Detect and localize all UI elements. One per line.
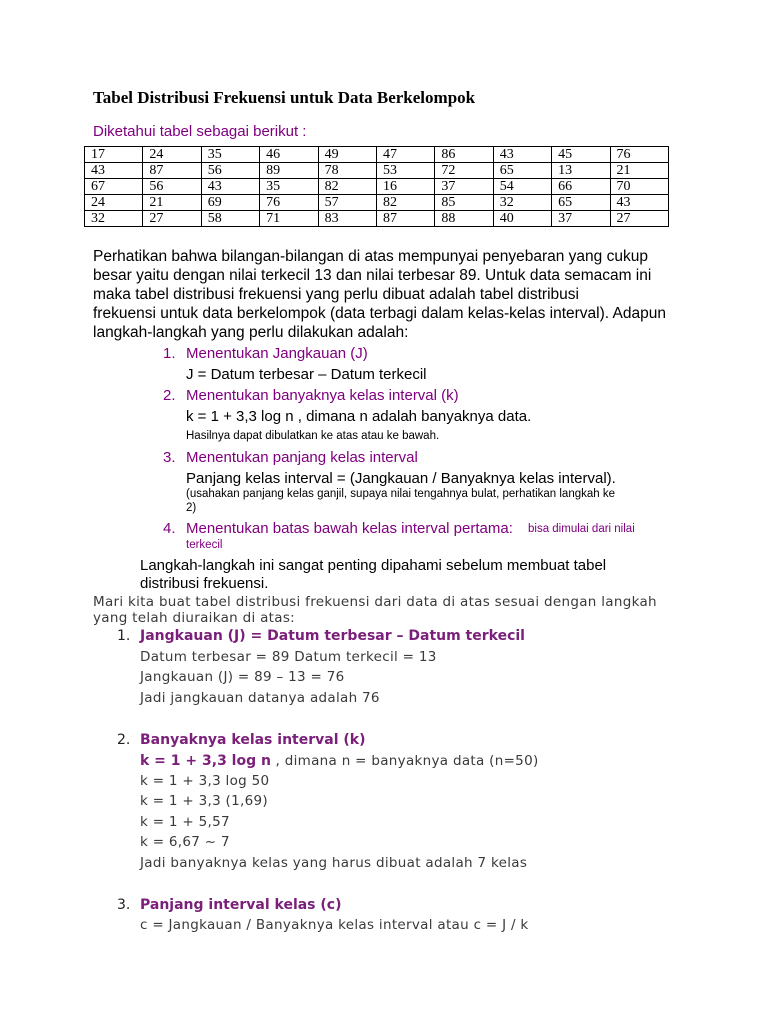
step-1-number: 1. (163, 345, 176, 362)
step-3-number: 3. (163, 449, 176, 466)
table-cell: 24 (85, 195, 143, 211)
table-cell: 57 (318, 195, 376, 211)
table-cell: 82 (376, 195, 434, 211)
table-cell: 87 (376, 211, 434, 227)
calc-1-line: Jadi jangkauan datanya adalah 76 (140, 690, 380, 706)
step-3-heading: Menentukan panjang kelas interval (186, 449, 418, 466)
table-cell: 21 (143, 195, 201, 211)
table-cell: 88 (435, 211, 493, 227)
step-3-note-continued: 2) (186, 502, 197, 514)
paragraph-line: maka tabel distribusi frekuensi yang perlu dibuat adalah tabel distribusi (93, 286, 579, 303)
step-2-note: Hasilnya dapat dibulatkan ke atas atau ke bawah. (186, 430, 440, 442)
table-cell: 65 (552, 195, 610, 211)
step-4-number: 4. (163, 520, 176, 537)
table-cell: 78 (318, 163, 376, 179)
table-cell: 35 (201, 147, 259, 163)
important-note (140, 557, 700, 593)
table-cell: 76 (610, 147, 668, 163)
table-cell: 85 (435, 195, 493, 211)
table-cell: 66 (552, 179, 610, 195)
table-cell: 76 (260, 195, 318, 211)
calc-1-heading: Jangkauan (J) = Datum terbesar – Datum terkecil (140, 628, 525, 644)
calc-2-line: k = 1 + 3,3 log 50 (140, 773, 270, 789)
step-4-heading: Menentukan batas bawah kelas interval pertama: (186, 520, 513, 537)
table-cell: 24 (143, 147, 201, 163)
step-3-note: (usahakan panjang kelas ganjil, supaya nilai tengahnya bulat, perhatikan langkah ke (186, 488, 615, 500)
calc-1-line: Jangkauan (J) = 89 – 13 = 76 (140, 669, 345, 685)
note-line: Langkah-langkah ini sangat penting dipahami sebelum membuat tabel (140, 557, 607, 574)
calc-2-line: k = 6,67 ~ 7 (140, 834, 230, 850)
table-cell: 89 (260, 163, 318, 179)
table-cell: 16 (376, 179, 434, 195)
table-cell: 27 (143, 211, 201, 227)
step-1-heading: Menentukan Jangkauan (J) (186, 345, 368, 362)
paragraph-line: Perhatikan bahwa bilangan-bilangan di atas mempunyai penyebaran yang cukup (93, 248, 648, 265)
table-cell: 40 (493, 211, 551, 227)
table-cell: 37 (552, 211, 610, 227)
table-cell: 35 (260, 179, 318, 195)
step-2-heading: Menentukan banyaknya kelas interval (k) (186, 387, 459, 404)
table-row (85, 195, 669, 211)
paragraph-line: besar yaitu dengan nilai terkecil 13 dan nilai terbesar 89. Untuk data semacam ini (93, 267, 652, 284)
calc-2-heading: Banyaknya kelas interval (k) (140, 732, 366, 748)
table-cell: 49 (318, 147, 376, 163)
table-cell: 13 (552, 163, 610, 179)
note-line: distribusi frekuensi. (140, 575, 269, 592)
table-cell: 37 (435, 179, 493, 195)
step-2-line: k = 1 + 3,3 log n , dimana n adalah banyaknya data. (186, 408, 532, 425)
table-cell: 82 (318, 179, 376, 195)
table-cell: 43 (610, 195, 668, 211)
table-cell: 43 (85, 163, 143, 179)
table-cell: 27 (610, 211, 668, 227)
table-cell: 53 (376, 163, 434, 179)
table-cell: 17 (85, 147, 143, 163)
data-table (84, 146, 669, 227)
table-cell: 67 (85, 179, 143, 195)
table-cell: 56 (201, 163, 259, 179)
calc-2-number: 2. (117, 732, 131, 748)
table-cell: 54 (493, 179, 551, 195)
step-1-line: J = Datum terbesar – Datum terkecil (186, 366, 427, 383)
table-cell: 56 (143, 179, 201, 195)
calc-2-line: Jadi banyaknya kelas yang harus dibuat adalah 7 kelas (140, 855, 528, 871)
table-cell: 69 (201, 195, 259, 211)
table-cell: 43 (201, 179, 259, 195)
calc-1-line: Datum terbesar = 89 Datum terkecil = 13 (140, 649, 437, 665)
table-cell: 43 (493, 147, 551, 163)
section-intro-line: yang telah diuraikan di atas: (93, 610, 296, 626)
calc-1-number: 1. (117, 628, 131, 644)
table-row (85, 211, 669, 227)
calc-3-heading: Panjang interval kelas (c) (140, 897, 342, 913)
calc-3-line: c = Jangkauan / Banyaknya kelas interval atau c = J / k (140, 917, 529, 933)
table-cell: 47 (376, 147, 434, 163)
calc-2-line: k = 1 + 3,3 (1,69) (140, 793, 268, 809)
step-3-line: Panjang kelas interval = (Jangkauan / Banyaknya kelas interval). (186, 470, 616, 487)
step-4-note-continued: terkecil (186, 539, 223, 551)
table-cell: 58 (201, 211, 259, 227)
step-2-number: 2. (163, 387, 176, 404)
table-cell: 32 (85, 211, 143, 227)
table-cell: 71 (260, 211, 318, 227)
paragraph-line: langkah-langkah yang perlu dilakukan adalah: (93, 324, 409, 341)
table-cell: 87 (143, 163, 201, 179)
table-cell: 83 (318, 211, 376, 227)
calc-2-formula-line (140, 752, 539, 770)
paragraph-line: frekuensi untuk data berkelompok (data terbagi dalam kelas-kelas interval). Adapun (93, 305, 666, 322)
step-4-note: bisa dimulai dari nilai (528, 523, 635, 535)
table-cell: 45 (552, 147, 610, 163)
table-cell: 86 (435, 147, 493, 163)
table-row (85, 147, 669, 163)
table-row (85, 163, 669, 179)
document-title: Tabel Distribusi Frekuensi untuk Data Berkelompok (93, 88, 476, 107)
calc-2-line: k = 1 + 5,57 (140, 814, 230, 830)
calc-3-number: 3. (117, 897, 131, 913)
table-cell: 32 (493, 195, 551, 211)
table-cell: 65 (493, 163, 551, 179)
table-row (85, 179, 669, 195)
table-cell: 72 (435, 163, 493, 179)
table-cell: 70 (610, 179, 668, 195)
calc-2-formula-rest: , dimana n = banyaknya data (n=50) (270, 753, 539, 769)
table-cell: 21 (610, 163, 668, 179)
table-cell: 46 (260, 147, 318, 163)
calc-2-formula: k = 1 + 3,3 log n (140, 753, 271, 769)
intro-text: Diketahui tabel sebagai berikut : (93, 123, 307, 140)
section-intro-line: Mari kita buat tabel distribusi frekuensi dari data di atas sesuai dengan langkah (93, 594, 657, 610)
explanation-paragraph (93, 247, 693, 342)
